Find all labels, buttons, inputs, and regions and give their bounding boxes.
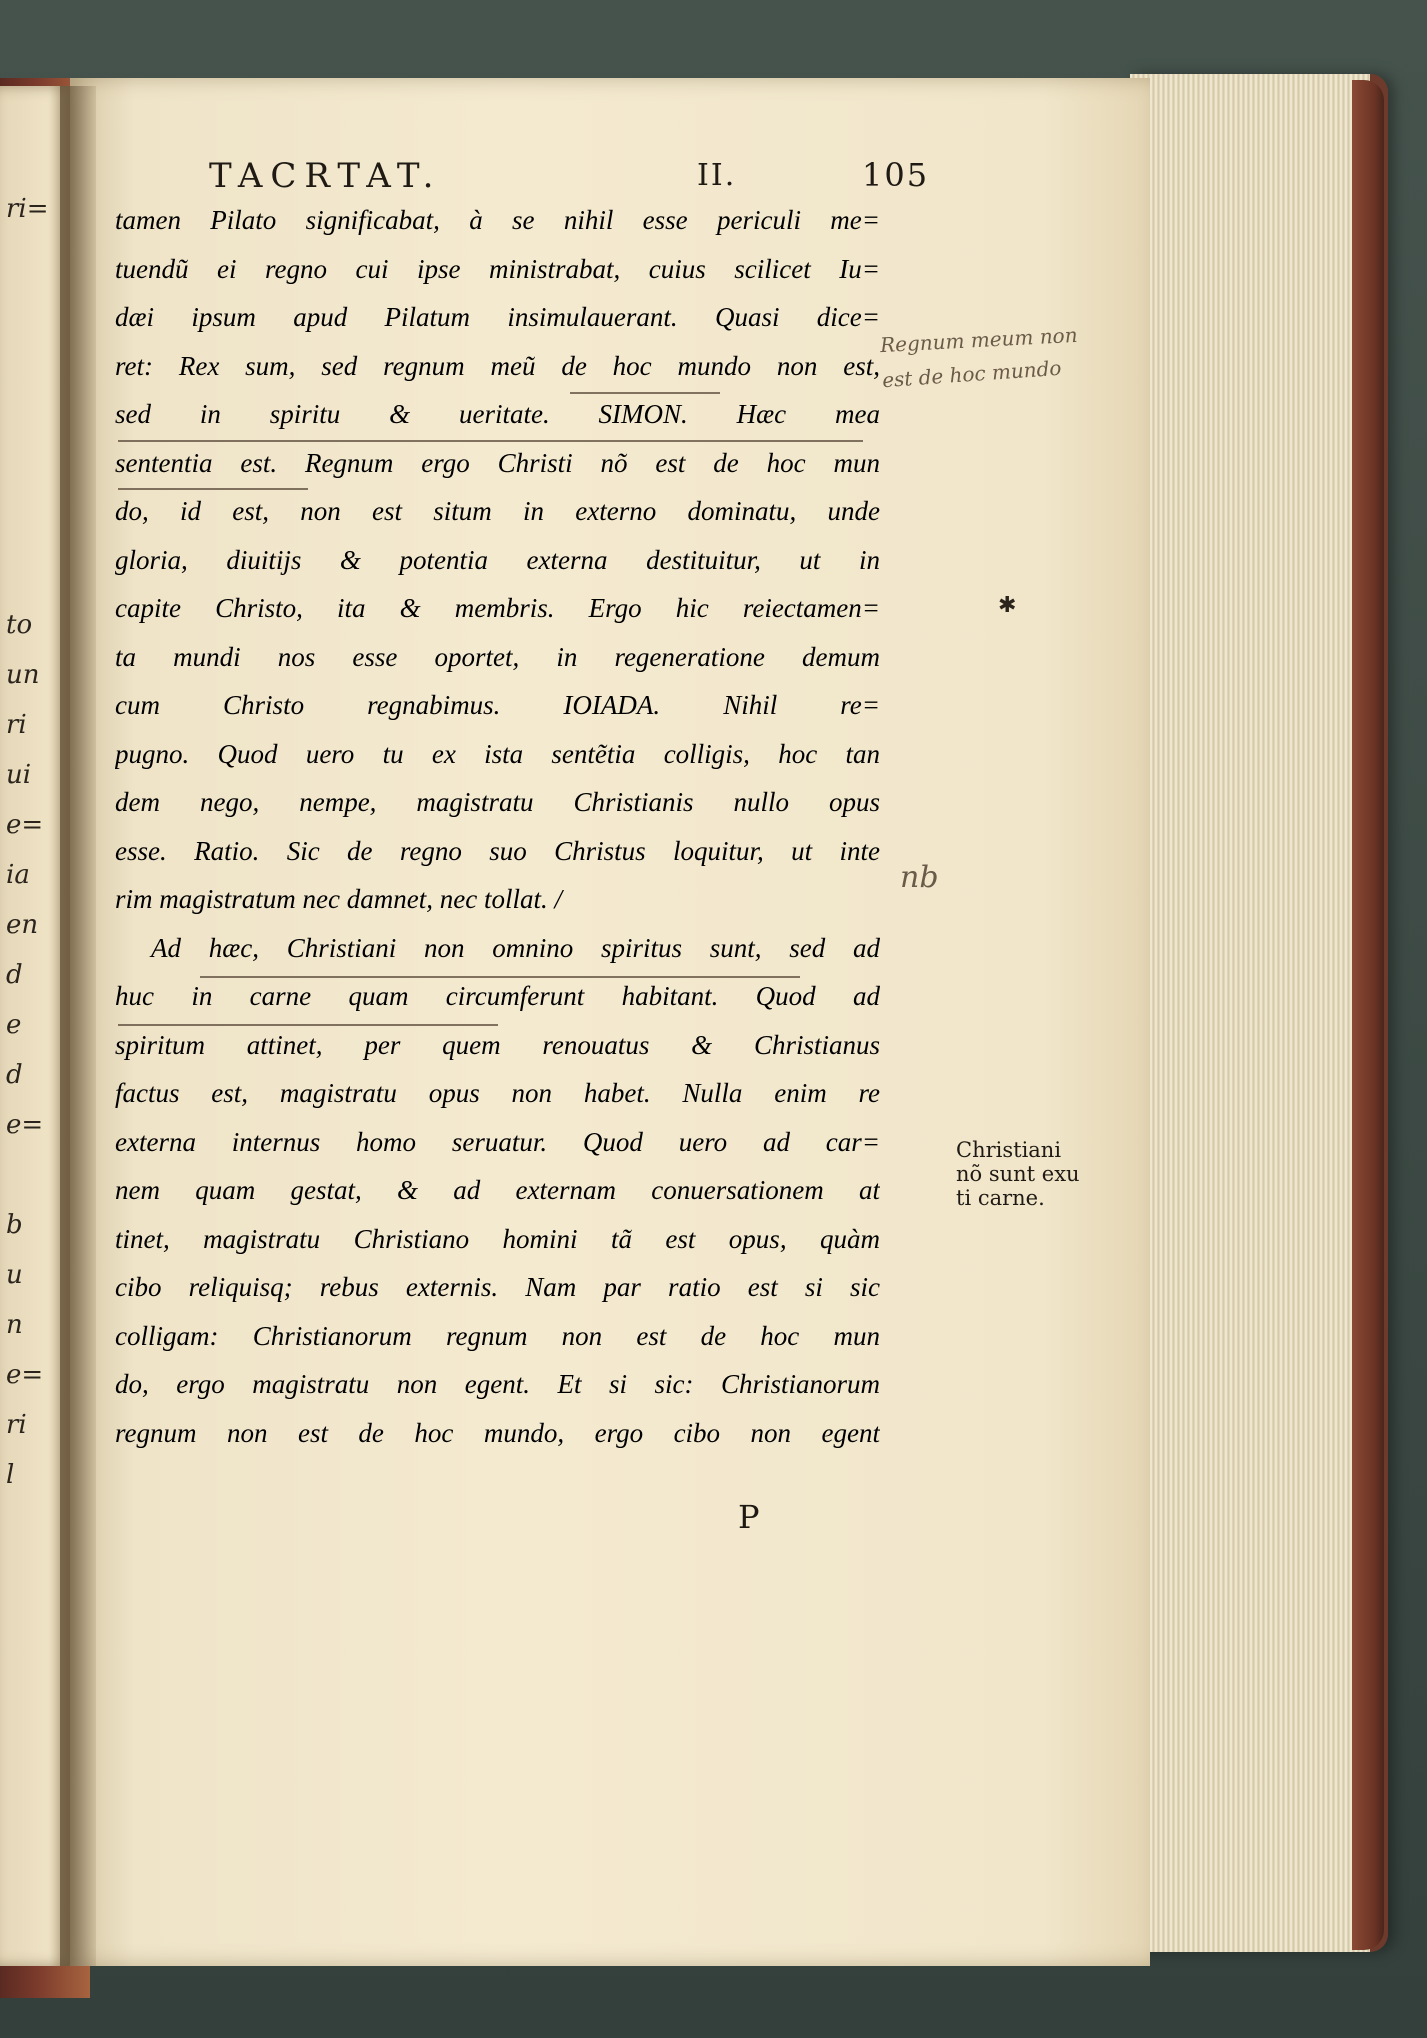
verso-fragment: e — [6, 1010, 22, 1040]
text-line: ta mundi nos esse oportet, in regeneratione demum — [115, 641, 880, 672]
marginal-note-line: nõ sunt exu — [956, 1162, 1080, 1186]
chapter-number: II. — [697, 158, 737, 193]
handwritten-underline — [118, 440, 863, 442]
verso-fragment: ia — [6, 860, 30, 890]
text-line: tuendũ ei regno cui ipse ministrabat, cuius scilicet Iu= — [115, 253, 880, 284]
handwritten-nota-bene: nb — [900, 860, 939, 895]
signature-mark: P — [738, 1498, 760, 1536]
text-line: regnum non est de hoc mundo, ergo cibo non egent — [115, 1417, 880, 1448]
handwritten-note-line-2: est de hoc mundo — [881, 355, 1063, 393]
marginal-note-line: ti carne. — [956, 1186, 1045, 1210]
verso-fragment: d — [6, 1060, 23, 1090]
text-line: sed in spiritu & ueritate. SIMON. Hæc mea — [115, 399, 880, 429]
text-line: factus est, magistratu opus non habet. Nulla enim re — [115, 1078, 880, 1108]
asterisk-mark: ✱ — [998, 593, 1017, 618]
text-line: Ad hæc, Christiani non omnino spiritus sunt, sed ad — [151, 932, 880, 963]
back-cover-edge — [1352, 80, 1384, 1950]
text-line: capite Christo, ita & membris. Ergo hic reiectamen= — [115, 593, 880, 623]
page-header — [117, 136, 1117, 200]
text-line: do, ergo magistratu non egent. Et si sic: Christianorum — [115, 1369, 880, 1399]
verso-fragment: d — [6, 960, 23, 990]
text-line: dem nego, nempe, magistratu Christianis nullo opus — [115, 787, 880, 817]
verso-fragment: ui — [6, 760, 32, 790]
fore-edge — [1130, 74, 1388, 1952]
verso-fragment: n — [6, 1310, 23, 1340]
gutter-shadow — [60, 86, 96, 1966]
verso-fragment: u — [6, 1260, 23, 1290]
text-line: tamen Pilato significabat, à se nihil esse periculi me= — [115, 205, 880, 235]
verso-fragment: e= — [6, 1110, 44, 1140]
running-title: TACRTAT. — [209, 156, 442, 196]
verso-fragment: ri= — [6, 194, 49, 224]
verso-fragment: ri — [6, 710, 27, 740]
text-line: esse. Ratio. Sic de regno suo Christus loquitur, ut inte — [115, 835, 880, 866]
text-line: do, id est, non est situm in externo dominatu, unde — [115, 496, 880, 526]
verso-fragment: l — [6, 1460, 15, 1490]
text-line: sententia est. Regnum ergo Christi nõ est de hoc mun — [115, 447, 880, 478]
page-text-block — [117, 136, 1117, 200]
verso-fragment: un — [6, 660, 40, 690]
text-line: colligam: Christianorum regnum non est de hoc mun — [115, 1320, 880, 1351]
folio-number: 105 — [862, 156, 930, 194]
handwritten-underline — [118, 1024, 498, 1026]
verso-fragment: e= — [6, 1360, 44, 1390]
recto-page — [70, 78, 1150, 1966]
verso-fragment: e= — [6, 810, 44, 840]
verso-fragment: en — [6, 910, 39, 940]
verso-fragment: b — [6, 1210, 23, 1240]
text-line: nem quam gestat, & ad externam conuersationem at — [115, 1175, 880, 1205]
verso-fragment: ri — [6, 1410, 27, 1440]
printed-marginal-note — [956, 1138, 1106, 1210]
text-line: cibo reliquisq; rebus externis. Nam par ratio est si sic — [115, 1272, 880, 1302]
handwritten-underline — [200, 976, 800, 978]
text-line: dæi ipsum apud Pilatum insimulauerant. Quasi dice= — [115, 302, 880, 332]
text-line: pugno. Quod uero tu ex ista sentẽtia colligis, hoc tan — [115, 738, 880, 769]
text-line: spiritum attinet, per quem renouatus & Christianus — [115, 1029, 880, 1060]
text-line: rim magistratum nec damnet, nec tollat. / — [115, 884, 562, 914]
text-line: externa internus homo seruatur. Quod uero ad car= — [115, 1126, 880, 1157]
text-line: huc in carne quam circumferunt habitant. Quod ad — [115, 981, 880, 1011]
text-line: gloria, diuitijs & potentia externa destituitur, ut in — [115, 544, 880, 575]
body-text — [115, 196, 885, 1457]
marginal-note-line: Christiani — [956, 1138, 1062, 1162]
text-line: cum Christo regnabimus. IOIADA. Nihil re= — [115, 690, 880, 720]
handwritten-note-line-1: Regnum meum non — [879, 322, 1079, 358]
handwritten-underline — [118, 488, 308, 490]
text-line: tinet, magistratu Christiano homini tã est opus, quàm — [115, 1223, 880, 1254]
text-line: ret: Rex sum, sed regnum meũ de hoc mundo non est, — [115, 350, 880, 381]
verso-fragment: to — [6, 610, 33, 640]
handwritten-underline — [570, 392, 720, 394]
